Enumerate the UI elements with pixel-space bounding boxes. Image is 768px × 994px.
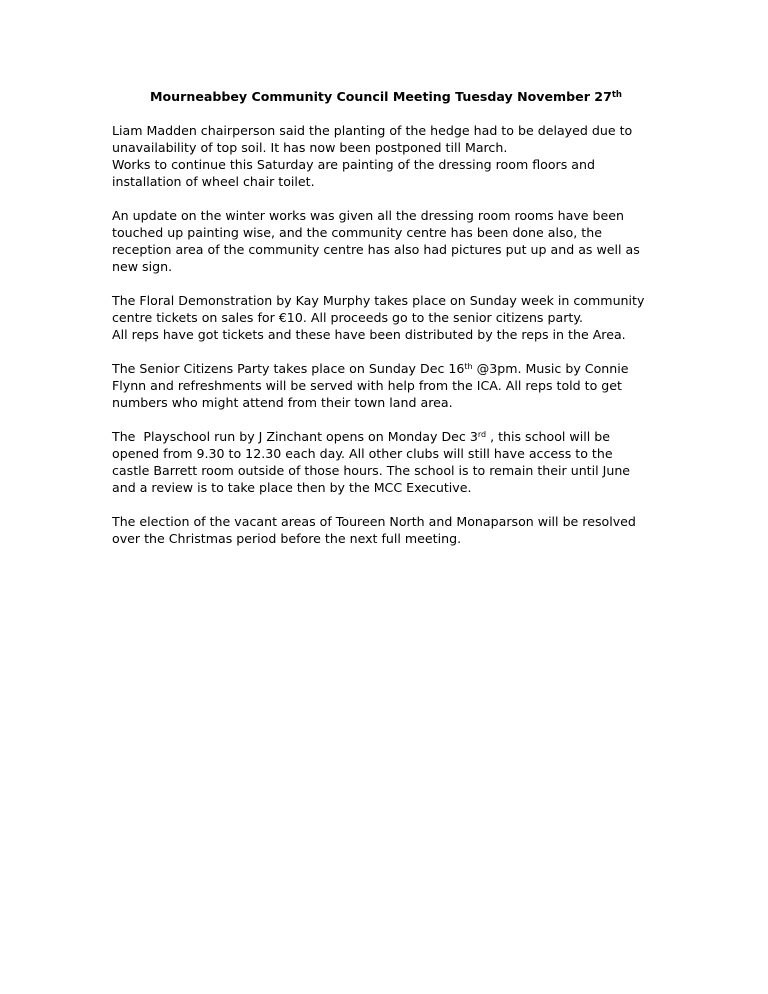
paragraph-line: Liam Madden chairperson said the planting of the hedge had to be delayed due to <box>112 123 633 138</box>
paragraph-line: Works to continue this Saturday are painting of the dressing room floors and <box>112 157 595 172</box>
line-text: , this school will be <box>486 429 610 444</box>
meeting-title <box>150 88 657 106</box>
document-page <box>112 88 657 547</box>
paragraph-winter-works <box>112 207 657 275</box>
paragraph-line: All reps have got tickets and these have been distributed by the reps in the Area. <box>112 327 626 342</box>
meeting-title-text: Mourneabbey Community Council Meeting Tuesday November 27 <box>150 89 612 104</box>
line-text: The Playschool run by J Zinchant opens on Monday Dec 3 <box>112 429 478 444</box>
paragraph-playschool <box>112 428 657 496</box>
paragraph-line: touched up painting wise, and the community centre has been done also, the <box>112 225 602 240</box>
paragraph-line: and a review is to take place then by the MCC Executive. <box>112 480 472 495</box>
paragraph-line: unavailability of top soil. It has now been postponed till March. <box>112 140 508 155</box>
paragraph-floral-demonstration <box>112 292 657 343</box>
paragraph-line <box>112 428 657 445</box>
paragraph-line: over the Christmas period before the next full meeting. <box>112 531 462 546</box>
paragraph-line: reception area of the community centre has also had pictures put up and as well as <box>112 242 640 257</box>
line-text: @3pm. Music by Connie <box>472 361 629 376</box>
paragraph-election <box>112 513 657 547</box>
ordinal-superscript: rd <box>477 430 487 439</box>
paragraph-line: numbers who might attend from their town land area. <box>112 395 453 410</box>
paragraph-line <box>112 360 657 377</box>
paragraph-line: The Floral Demonstration by Kay Murphy takes place on Sunday week in community <box>112 293 645 308</box>
paragraph-line: new sign. <box>112 259 173 274</box>
paragraph-line: Flynn and refreshments will be served with help from the ICA. All reps told to get <box>112 378 622 393</box>
paragraph-line: centre tickets on sales for €10. All proceeds go to the senior citizens party. <box>112 310 583 325</box>
meeting-title-superscript: th <box>611 90 622 100</box>
paragraph-line: An update on the winter works was given all the dressing room rooms have been <box>112 208 625 223</box>
paragraph-hedge-works <box>112 122 657 190</box>
paragraph-senior-citizens-party <box>112 360 657 411</box>
paragraph-line: opened from 9.30 to 12.30 each day. All other clubs will still have access to the <box>112 446 613 461</box>
ordinal-superscript: th <box>464 362 473 371</box>
paragraph-line: installation of wheel chair toilet. <box>112 174 315 189</box>
line-text: The Senior Citizens Party takes place on Sunday Dec 16 <box>112 361 465 376</box>
paragraph-line: The election of the vacant areas of Toureen North and Monaparson will be resolved <box>112 514 636 529</box>
paragraph-line: castle Barrett room outside of those hours. The school is to remain their until June <box>112 463 631 478</box>
